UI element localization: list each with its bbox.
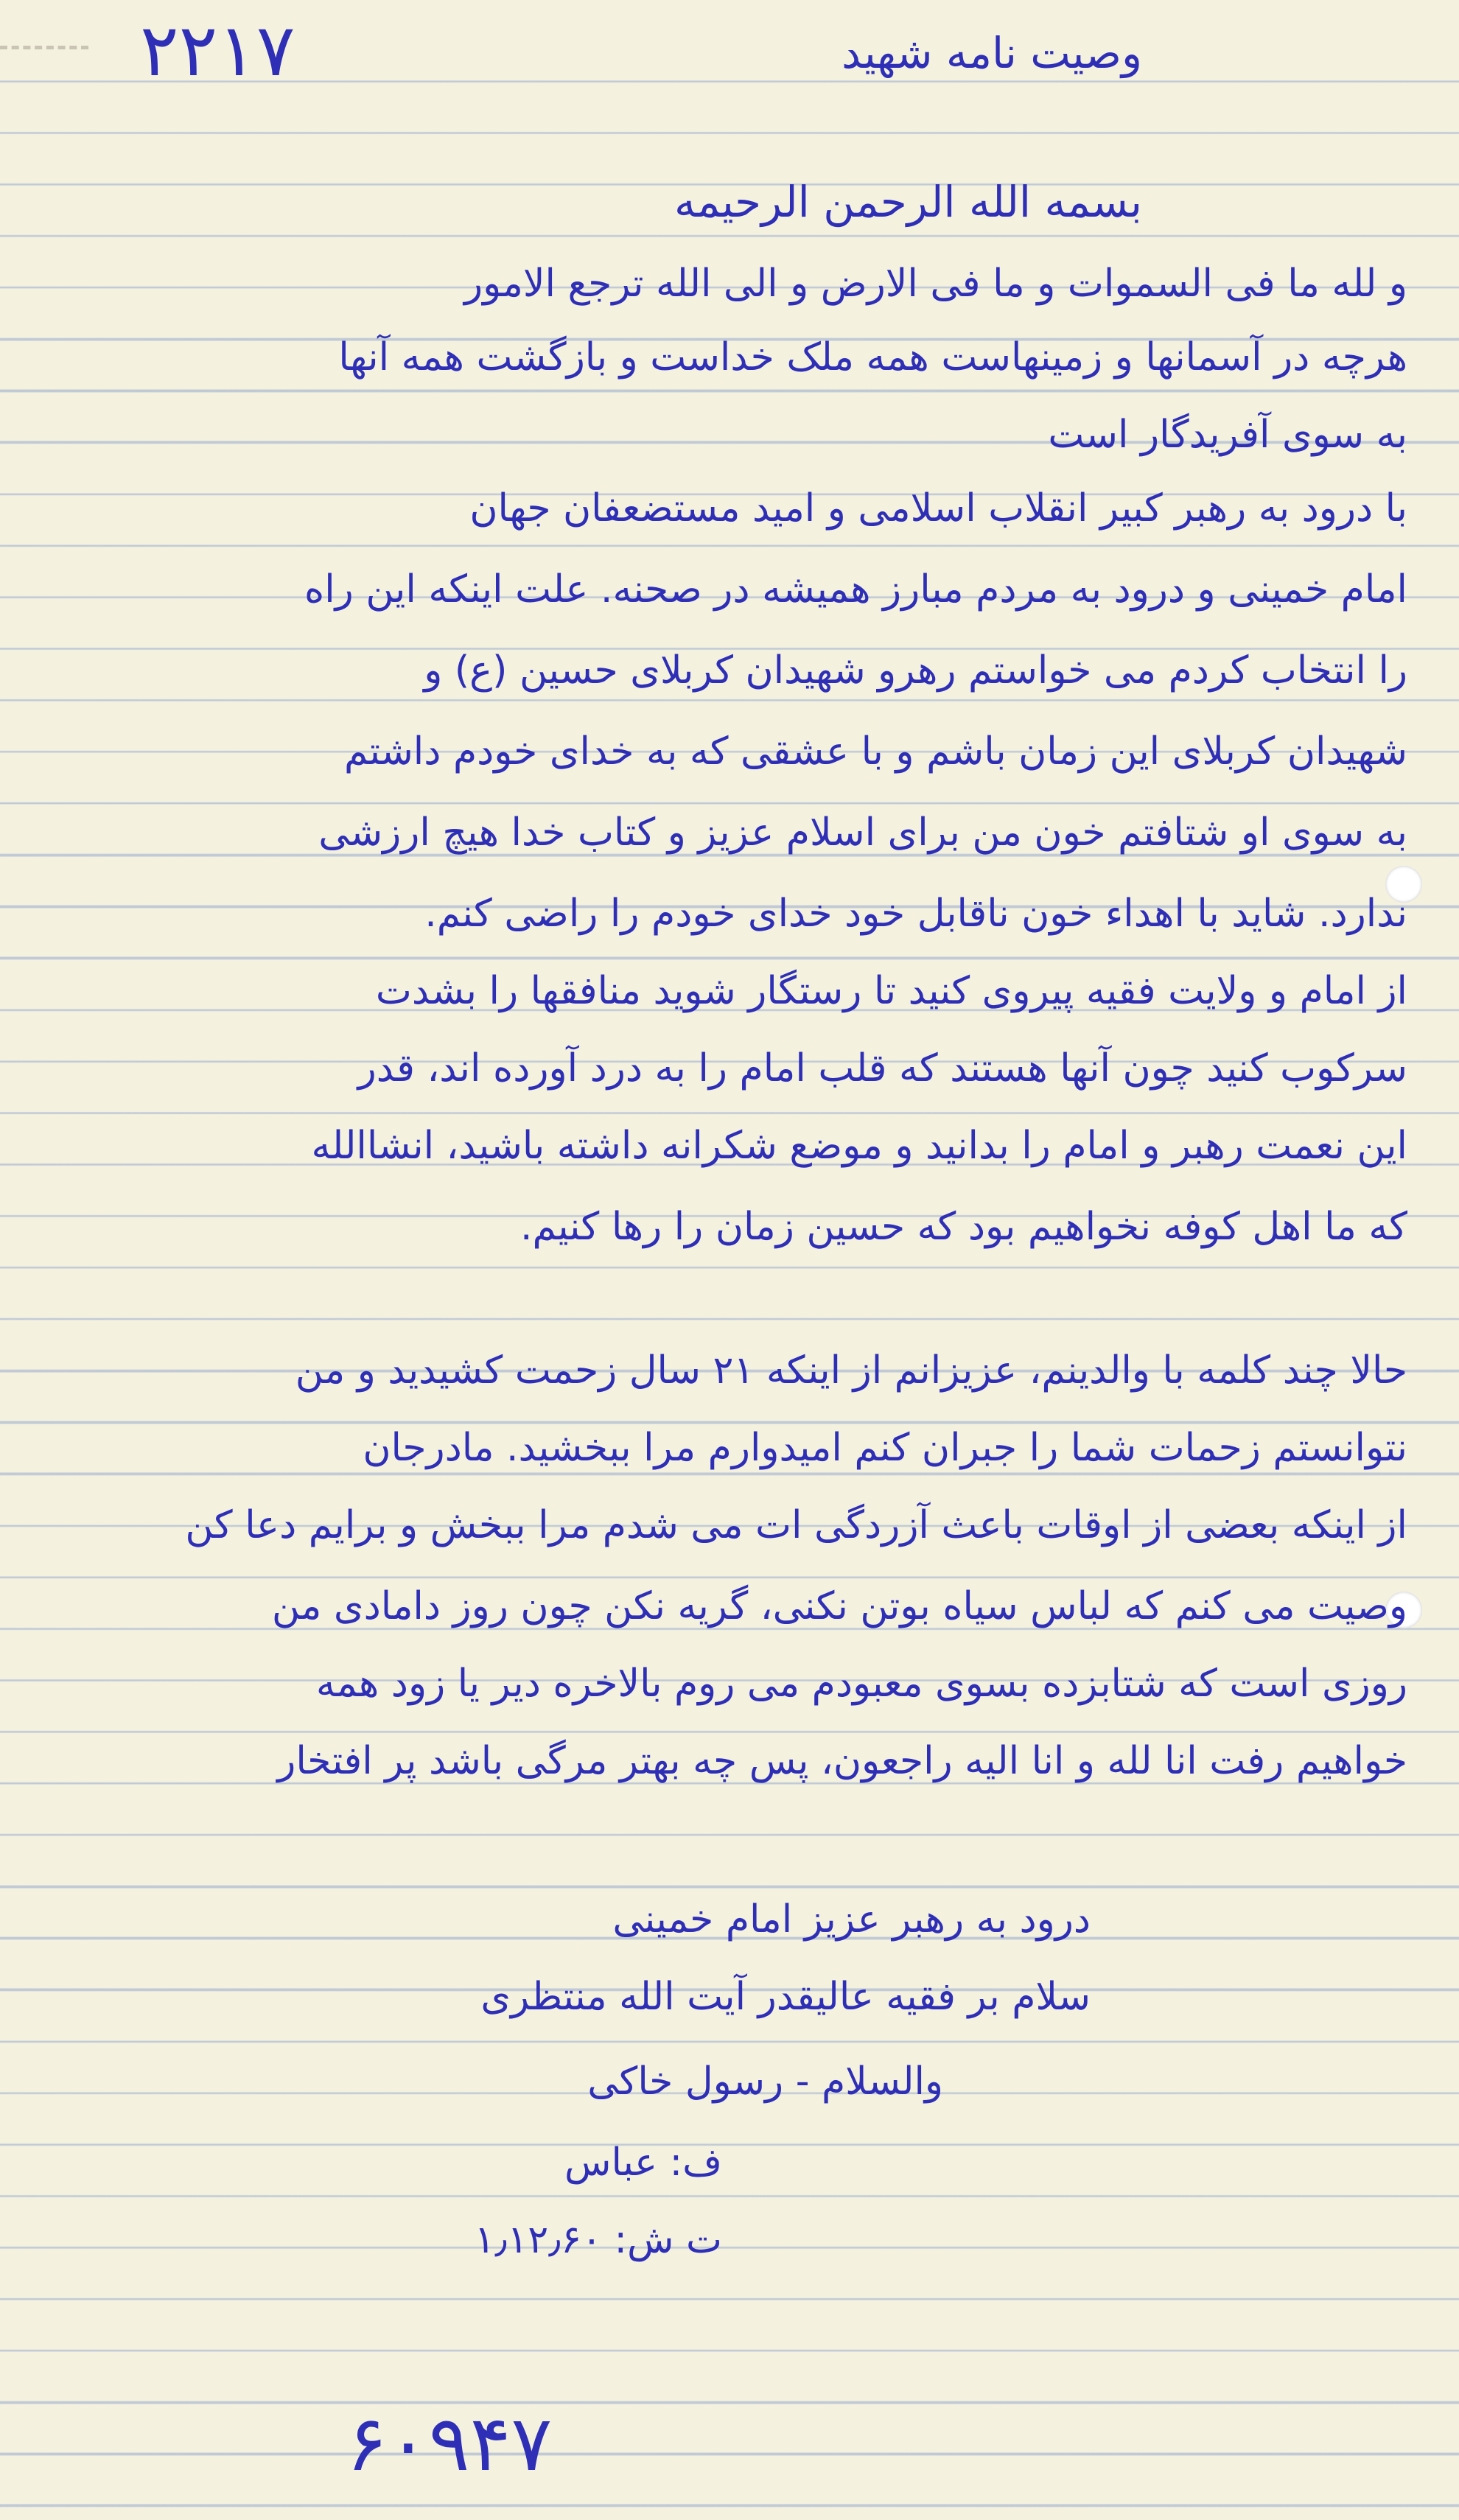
paragraph-1-line: که ما اهل کوفه نخواهیم بود که حسین زمان را رها کنیم.: [520, 1205, 1407, 1249]
paragraph-1-line: از امام و ولایت فقیه پیروی کنید تا رستگار شوید منافقها را بشدت: [375, 969, 1407, 1013]
paragraph-1-line: این نعمت رهبر و امام را بدانید و موضع شکرانه داشته باشید، انشاالله: [311, 1124, 1407, 1168]
signature-line: والسلام - رسول خاکی: [587, 2059, 943, 2104]
date-line: ت ش: ۱٫۱۲٫۶۰: [474, 2218, 722, 2262]
paragraph-2-line: از اینکه بعضی از اوقات باعث آزردگی ات می شدم مرا ببخش و برایم دعا کن: [185, 1503, 1407, 1547]
paragraph-1-line: را انتخاب کردم می خواستم رهرو شهیدان کربلای حسین (ع) و: [424, 648, 1407, 693]
verse-line: و لله ما فی السموات و ما فی الارض و الی الله ترجع الامور: [464, 262, 1407, 306]
father-name-line: ف: عباس: [564, 2141, 722, 2185]
closing-line: درود به رهبر عزیز امام خمینی: [612, 1897, 1091, 1942]
paragraph-1-line: سرکوب کنید چون آنها هستند که قلب امام را به درد آورده اند، قدر: [357, 1046, 1407, 1091]
paragraph-2-line: خواهیم رفت انا لله و انا الیه راجعون، پس چه بهتر مرگی باشد پر افتخار: [277, 1739, 1407, 1783]
paragraph-2-line: روزی است که شتابزده بسوی معبودم می روم بالاخره دیر یا زود همه: [315, 1662, 1407, 1706]
paragraph-2-line: نتوانستم زحمات شما را جبران کنم امیدوارم مرا ببخشید. مادرجان: [363, 1426, 1407, 1470]
paragraph-1-line: شهیدان کربلای این زمان باشم و با عشقی که به خدای خودم داشتم: [343, 729, 1407, 774]
bismillah-line: بسمه الله الرحمن الرحیمه: [674, 177, 1142, 227]
document-title: وصیت نامه شهید: [842, 28, 1142, 78]
paragraph-1-line: امام خمینی و درود به مردم مبارز همیشه در صحنه. علت اینکه این راه: [304, 567, 1407, 612]
archive-number-bottom: ۶۰۹۴۷: [346, 2398, 553, 2488]
closing-line: سلام بر فقیه عالیقدر آیت الله منتظری: [480, 1975, 1091, 2019]
paragraph-2-line: حالا چند کلمه با والدینم، عزیزانم از اینکه ۲۱ سال زحمت کشیدید و من: [295, 1348, 1407, 1393]
margin-dash-mark: [0, 46, 88, 49]
verse-line: به سوی آفریدگار است: [1048, 413, 1407, 457]
paragraph-2-line: وصیت می کنم که لباس سیاه بوتن نکنی، گریه نکن چون روز دامادی من: [271, 1584, 1407, 1628]
paragraph-1-line: ندارد. شاید با اهداء خون ناقابل خود خدای خودم را راضی کنم.: [424, 892, 1407, 936]
verse-line: هرچه در آسمانها و زمینهاست همه ملک خداست و بازگشت همه آنها: [338, 335, 1407, 379]
archive-number-top: ۲۲۱۷: [140, 9, 295, 93]
paragraph-1-line: با درود به رهبر کبیر انقلاب اسلامی و امید مستضعفان جهان: [469, 486, 1407, 531]
paragraph-1-line: به سوی او شتافتم خون من برای اسلام عزیز و کتاب خدا هیچ ارزشی: [318, 811, 1407, 855]
